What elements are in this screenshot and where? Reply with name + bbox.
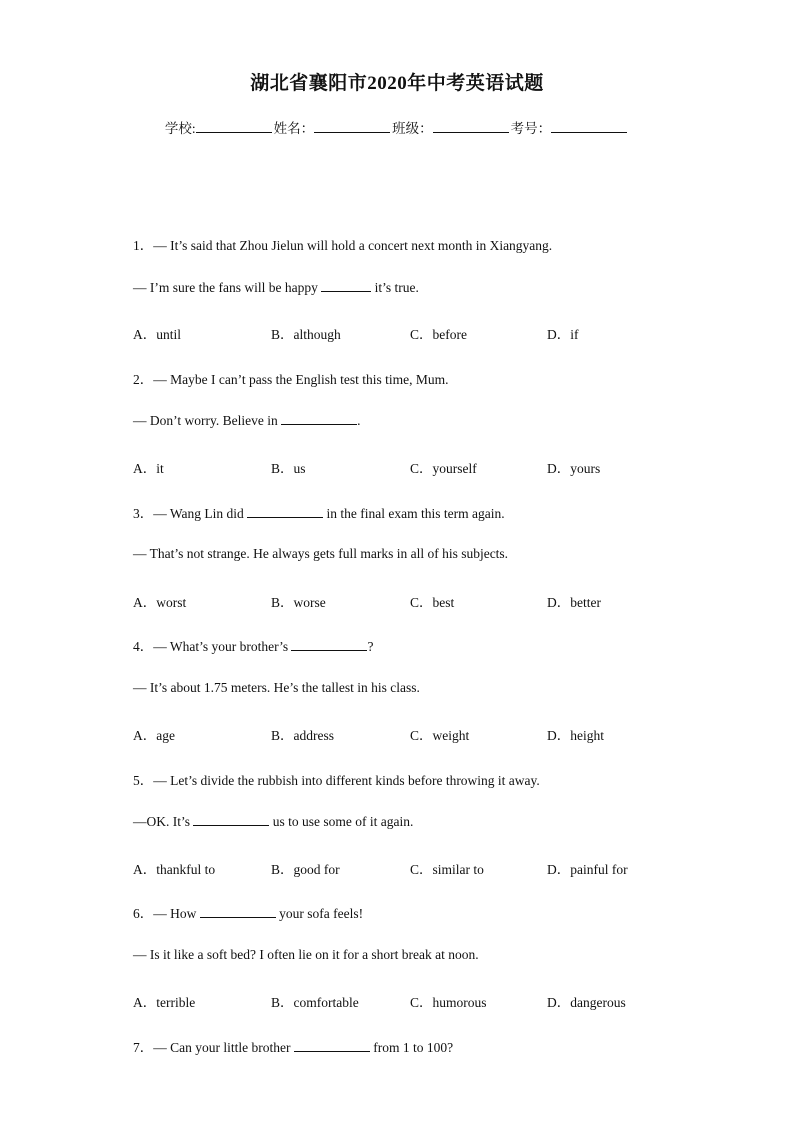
question-7-prompt bbox=[133, 1036, 453, 1056]
reply-text: — I’m sure the fans will be happy bbox=[133, 280, 318, 295]
option-d[interactable]: D．if bbox=[547, 327, 579, 342]
option-b[interactable]: B．although bbox=[271, 327, 341, 342]
reply-text-end: it’s true. bbox=[374, 280, 419, 295]
exam-title: 湖北省襄阳市2020年中考英语试题 bbox=[250, 73, 544, 94]
option-d[interactable]: D．better bbox=[547, 595, 601, 610]
option-c[interactable]: C．similar to bbox=[410, 862, 484, 877]
option-a[interactable]: A．until bbox=[133, 327, 182, 342]
reply-text: —OK. It’s bbox=[133, 814, 190, 829]
answer-blank[interactable] bbox=[321, 279, 371, 292]
option-b[interactable]: B．good for bbox=[271, 862, 340, 877]
school-label: 学校: bbox=[164, 121, 196, 136]
question-1-reply bbox=[133, 279, 419, 296]
question-text: — Maybe I can’t pass the English test this time, Mum. bbox=[153, 372, 449, 387]
question-text: — Let’s divide the rubbish into different kinds before throwing it away. bbox=[153, 773, 540, 788]
option-b[interactable]: B．worse bbox=[271, 595, 326, 610]
number-blank[interactable] bbox=[551, 120, 627, 133]
question-number: 4． bbox=[133, 639, 154, 654]
option-a[interactable]: A．age bbox=[133, 728, 175, 743]
question-5-prompt bbox=[133, 769, 540, 789]
option-a[interactable]: A．worst bbox=[133, 595, 187, 610]
question-6-reply: — Is it like a soft bed? I often lie on it for a short break at noon. bbox=[133, 947, 479, 962]
question-5-reply bbox=[133, 813, 413, 830]
question-text-end: your sofa feels! bbox=[279, 906, 364, 921]
answer-blank[interactable] bbox=[281, 412, 357, 425]
question-text-end: from 1 to 100? bbox=[373, 1040, 454, 1055]
question-text-end: ? bbox=[367, 639, 374, 654]
question-1-prompt bbox=[133, 234, 552, 254]
option-c[interactable]: C．humorous bbox=[410, 995, 487, 1010]
class-label: 班级： bbox=[392, 121, 433, 136]
answer-blank[interactable] bbox=[247, 505, 323, 518]
answer-blank[interactable] bbox=[193, 813, 269, 826]
reply-text-end: us to use some of it again. bbox=[272, 814, 414, 829]
question-number: 2． bbox=[133, 372, 154, 387]
answer-blank[interactable] bbox=[294, 1039, 370, 1052]
name-blank[interactable] bbox=[314, 120, 390, 133]
question-text: — Can your little brother bbox=[153, 1040, 291, 1055]
option-c[interactable]: C．best bbox=[410, 595, 455, 610]
question-2-prompt bbox=[133, 368, 448, 388]
option-d[interactable]: D．height bbox=[547, 728, 604, 743]
option-d[interactable]: D．painful for bbox=[547, 862, 628, 877]
question-text-end: in the final exam this term again. bbox=[326, 506, 505, 521]
question-text: — Wang Lin did bbox=[153, 506, 244, 521]
question-text: — How bbox=[153, 906, 197, 921]
option-b[interactable]: B．address bbox=[271, 728, 334, 743]
question-text: — It’s said that Zhou Jielun will hold a concert next month in Xiangyang. bbox=[153, 238, 553, 253]
question-number: 7． bbox=[133, 1040, 154, 1055]
reply-text: — Don’t worry. Believe in bbox=[133, 413, 278, 428]
question-text: — What’s your brother’s bbox=[153, 639, 289, 654]
question-6-prompt bbox=[133, 902, 363, 922]
option-c[interactable]: C．weight bbox=[410, 728, 470, 743]
number-label: 考号： bbox=[510, 121, 552, 136]
option-c[interactable]: C．before bbox=[410, 327, 467, 342]
school-blank[interactable] bbox=[196, 120, 272, 133]
question-4-prompt bbox=[133, 635, 373, 655]
question-number: 6． bbox=[133, 906, 154, 921]
question-2-reply bbox=[133, 412, 360, 429]
question-number: 1． bbox=[133, 238, 154, 253]
class-blank[interactable] bbox=[433, 120, 509, 133]
reply-text-end: . bbox=[357, 413, 361, 428]
option-a[interactable]: A．thankful to bbox=[133, 862, 216, 877]
option-c[interactable]: C．yourself bbox=[410, 461, 477, 476]
name-label: 姓名： bbox=[273, 121, 315, 136]
option-b[interactable]: B．us bbox=[271, 461, 306, 476]
question-4-reply: — It’s about 1.75 meters. He’s the tallest in his class. bbox=[133, 680, 420, 695]
question-3-reply: — That’s not strange. He always gets full marks in all of his subjects. bbox=[133, 546, 509, 561]
option-a[interactable]: A．terrible bbox=[133, 995, 196, 1010]
question-number: 3． bbox=[133, 506, 154, 521]
option-b[interactable]: B．comfortable bbox=[271, 995, 359, 1010]
question-number: 5． bbox=[133, 773, 154, 788]
option-d[interactable]: D．dangerous bbox=[547, 995, 626, 1010]
question-3-prompt bbox=[133, 502, 505, 522]
option-a[interactable]: A．it bbox=[133, 461, 164, 476]
answer-blank[interactable] bbox=[291, 638, 367, 651]
answer-blank[interactable] bbox=[200, 905, 276, 918]
student-info-line bbox=[0, 117, 794, 137]
option-d[interactable]: D．yours bbox=[547, 461, 601, 476]
